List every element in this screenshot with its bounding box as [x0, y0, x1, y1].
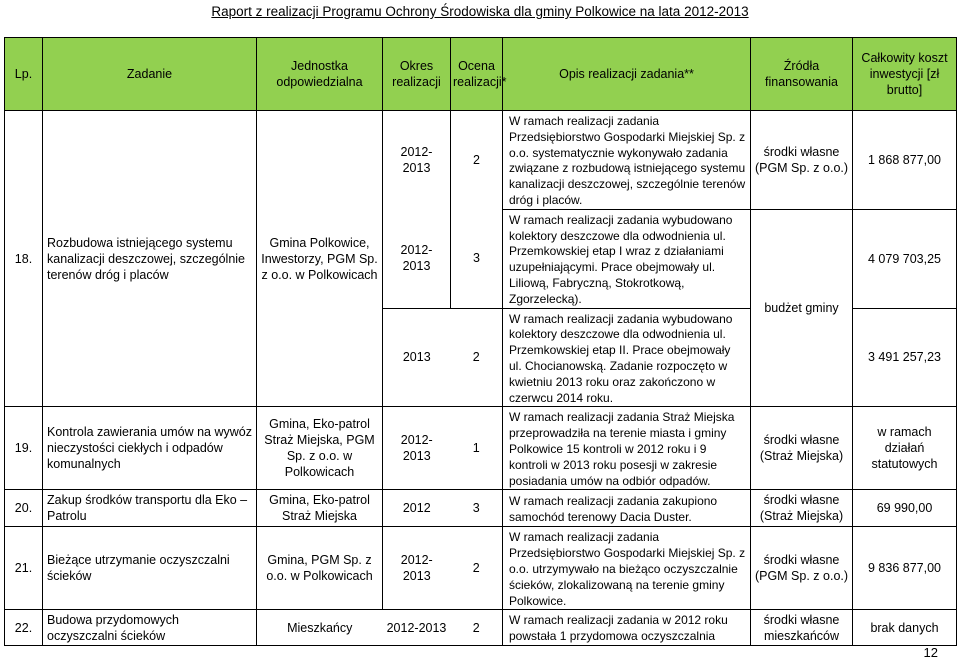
table-row [5, 407, 957, 490]
cell-jednostka: Gmina Polkowice, Inwestorzy, PGM Sp. z o.o. w Polkowicach [257, 111, 383, 407]
cell-koszt: 4 079 703,25 [853, 209, 957, 308]
document-title: Raport z realizacji Programu Ochrony Środowiska dla gminy Polkowice na lata 2012-2013 [211, 4, 749, 19]
cell-zadanie: Kontrola zawierania umów na wywóz nieczystości ciekłych i odpadów komunalnych [43, 407, 257, 490]
cell-lp: 20. [5, 490, 43, 527]
cell-ocena: 1 [451, 407, 503, 490]
cell-zadanie: Zakup środków transportu dla Eko – Patrolu [43, 490, 257, 527]
cell-koszt: 69 990,00 [853, 490, 957, 527]
cell-koszt: w ramach działań statutowych [853, 407, 957, 490]
header-jednostka: Jednostka odpowiedzialna [257, 38, 383, 111]
cell-zrodla: środki własne (Straż Miejska) [751, 407, 853, 490]
cell-zrodla: środki własne (PGM Sp. z o.o.) [751, 527, 853, 610]
cell-okres: 2012-2013 [383, 610, 451, 646]
cell-opis: W ramach realizacji zadania wybudowano kolektory deszczowe dla odwodnienia ul. Przemkowskiej etap I wraz z działaniami uzupełniającymi. Prace obejmowały ul. Liliową, Fabryczną, Stokrotkową, Zgorzelecką). [503, 209, 751, 308]
cell-zadanie: Rozbudowa istniejącego systemu kanalizacji deszczowej, szczególnie terenów dróg i placów [43, 111, 257, 407]
cell-zrodla: budżet gminy [751, 209, 853, 407]
cell-jednostka: Mieszkańcy [257, 610, 383, 646]
table-row [5, 527, 957, 610]
cell-lp: 18. [5, 111, 43, 407]
header-zrodla: Źródła finansowania [751, 38, 853, 111]
cell-okres: 2012 [383, 490, 451, 527]
cell-opis: W ramach realizacji zadania zakupiono samochód terenowy Dacia Duster. [503, 490, 751, 527]
cell-ocena: 3 [451, 209, 503, 308]
cell-zrodla: środki własne (PGM Sp. z o.o.) [751, 111, 853, 210]
header-okres: Okres realizacji [383, 38, 451, 111]
header-lp: Lp. [5, 38, 43, 111]
table-row [5, 111, 957, 210]
cell-lp: 22. [5, 610, 43, 646]
header-zadanie: Zadanie [43, 38, 257, 111]
cell-lp: 19. [5, 407, 43, 490]
cell-okres: 2012-2013 [383, 527, 451, 610]
cell-ocena: 2 [451, 610, 503, 646]
cell-okres: 2013 [383, 308, 451, 407]
cell-ocena: 3 [451, 490, 503, 527]
table-row [5, 490, 957, 527]
cell-zrodla: środki własne mieszkańców [751, 610, 853, 646]
cell-ocena: 2 [451, 111, 503, 210]
cell-okres: 2012-2013 [383, 209, 451, 308]
cell-koszt: 1 868 877,00 [853, 111, 957, 210]
header-opis: Opis realizacji zadania** [503, 38, 751, 111]
cell-jednostka: Gmina, PGM Sp. z o.o. w Polkowicach [257, 527, 383, 610]
cell-opis: W ramach realizacji zadania Straż Miejska przeprowadziła na terenie miasta i gminy Polkowice 15 kontroli w 2012 roku i 9 kontroli w 2013 roku posesji w zakresie posiadania umów na odbiór odpadów. [503, 407, 751, 490]
cell-koszt: brak danych [853, 610, 957, 646]
cell-jednostka: Gmina, Eko-patrol Straż Miejska, PGM Sp. z o.o. w Polkowicach [257, 407, 383, 490]
header-koszt: Całkowity koszt inwestycji [zł brutto] [853, 38, 957, 111]
cell-zadanie: Bieżące utrzymanie oczyszczalni ścieków [43, 527, 257, 610]
cell-zrodla: środki własne (Straż Miejska) [751, 490, 853, 527]
cell-opis: W ramach realizacji zadania Przedsiębiorstwo Gospodarki Miejskiej Sp. z o.o. utrzymywało na bieżąco oczyszczalnie ścieków, zlokalizowaną na terenie gminy Polkowice. [503, 527, 751, 610]
cell-ocena: 2 [451, 308, 503, 407]
cell-koszt: 3 491 257,23 [853, 308, 957, 407]
cell-koszt: 9 836 877,00 [853, 527, 957, 610]
cell-opis: W ramach realizacji zadania w 2012 roku powstała 1 przydomowa oczyszczalnia [503, 610, 751, 646]
cell-okres: 2012-2013 [383, 111, 451, 210]
report-table [4, 37, 957, 646]
cell-opis: W ramach realizacji zadania wybudowano kolektory deszczowe dla odwodnienia ul. Przemkowskiej etap II. Prace obejmowały ul. Chocianowską. Zadanie rozpoczęto w kwietniu 2013 roku oraz zakończono w czerwcu 2014 roku. [503, 308, 751, 407]
cell-ocena: 2 [451, 527, 503, 610]
table-header-row [5, 38, 957, 111]
header-ocena: Ocena realizacji* [451, 38, 503, 111]
cell-okres: 2012-2013 [383, 407, 451, 490]
cell-jednostka: Gmina, Eko-patrol Straż Miejska [257, 490, 383, 527]
table-row [5, 610, 957, 646]
cell-lp: 21. [5, 527, 43, 610]
cell-zadanie: Budowa przydomowych oczyszczalni ścieków [43, 610, 257, 646]
cell-opis: W ramach realizacji zadania Przedsiębiorstwo Gospodarki Miejskiej Sp. z o.o. systematycznie wykonywało zadania związane z rozbudową istniejącego systemu kanalizacji deszczowej, szczególnie terenów dróg i placów. [503, 111, 751, 210]
page-number: 12 [923, 645, 938, 660]
